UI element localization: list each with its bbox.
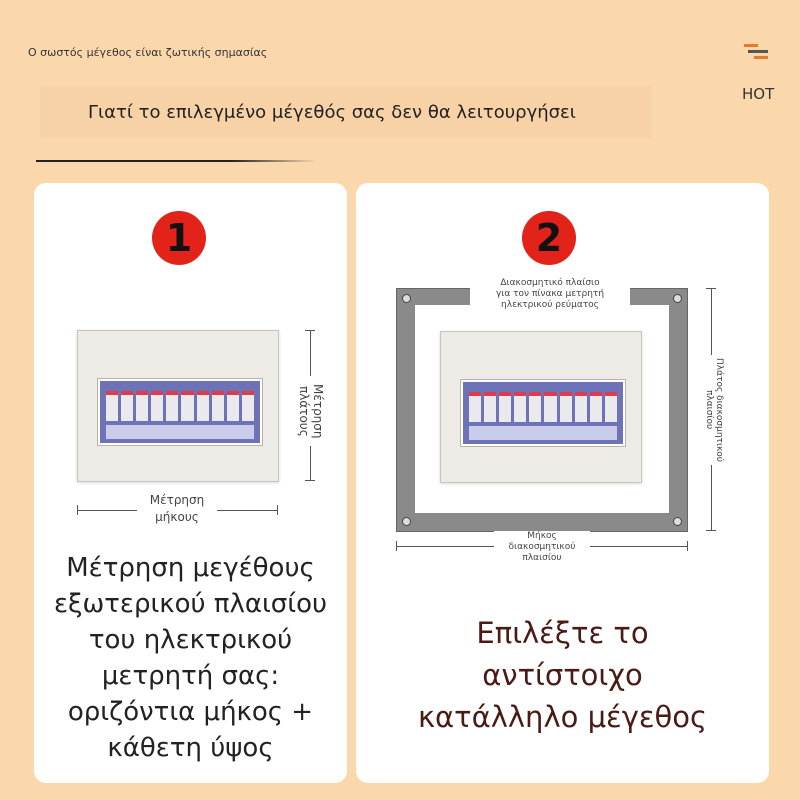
frame-label: Διακοσμητικό πλαίσιο για τον πίνακα μετρητή ηλεκτρικού ρεύματος: [470, 278, 630, 311]
hot-label: HOT: [742, 85, 775, 103]
step-badge-2: 2: [522, 211, 576, 265]
meter-panel: [77, 330, 279, 482]
headline-divider: [36, 160, 316, 162]
frame-width-label: Μήκος διακοσμητικού πλαισίου: [494, 531, 590, 564]
headline: Γιατί το επιλεγμένο μέγεθός σας δεν θα λειτουργήσει: [88, 102, 576, 123]
width-measure-label: Μέτρηση μήκους: [137, 492, 217, 526]
meter-panel-framed: [440, 331, 642, 483]
breaker-window: [98, 379, 262, 445]
step-badge-1: 1: [152, 211, 206, 265]
left-instruction: Μέτρηση μεγέθους εξωτερικού πλαισίου του ηλεκτρικού μετρητή σας: οριζόντια μήκος + κάθετη ύψος: [53, 553, 328, 763]
frame-height-label: Πλάτος διακοσμητικού πλαισίου: [698, 355, 724, 465]
top-note: Ο σωστός μέγεθος είναι ζωτικής σημασίας: [28, 46, 268, 59]
menu-icon[interactable]: [744, 42, 770, 60]
breaker-window-framed: [461, 380, 625, 446]
right-instruction: Επιλέξτε το αντίστοιχο κατάλληλο μέγεθος: [417, 616, 708, 734]
height-measure-label: Μέτρηση πλάτους: [291, 376, 325, 446]
